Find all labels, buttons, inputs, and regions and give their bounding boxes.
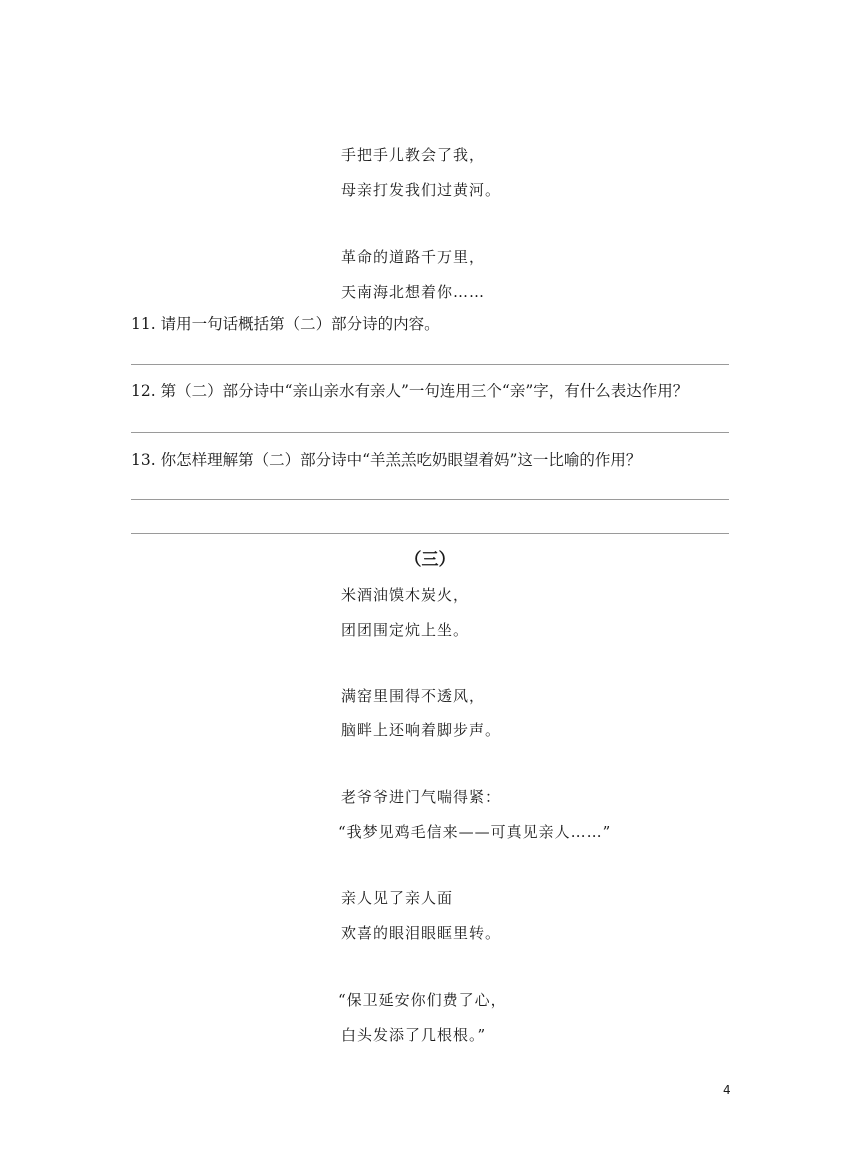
poem-line: 满窑里围得不透风， bbox=[341, 687, 486, 705]
poem-line: 米酒油馍木炭火， bbox=[341, 586, 470, 604]
poem-line: 老爷爷进门气喘得紧： bbox=[341, 788, 502, 806]
poem-line: 脑畔上还响着脚步声。 bbox=[341, 721, 502, 739]
question-13: 13. 你怎样理解第（二）部分诗中“羊羔羔吃奶眼望着妈”这一比喻的作用？ bbox=[131, 451, 642, 469]
poem-line: 手把手儿教会了我， bbox=[341, 146, 486, 164]
poem-line: “保卫延安你们费了心， bbox=[338, 991, 507, 1009]
poem-line: 欢喜的眼泪眼眶里转。 bbox=[341, 924, 502, 942]
answer-line[interactable] bbox=[131, 499, 729, 500]
poem-line: 天南海北想着你…… bbox=[341, 283, 486, 301]
question-12: 12. 第（二）部分诗中“亲山亲水有亲人”一句连用三个“亲”字，有什么表达作用？ bbox=[131, 382, 689, 400]
answer-line[interactable] bbox=[131, 432, 729, 433]
poem-line: 革命的道路千万里， bbox=[341, 248, 486, 266]
poem-line: 母亲打发我们过黄河。 bbox=[341, 181, 502, 199]
poem-line: 亲人见了亲人面 bbox=[341, 889, 454, 907]
section-heading: （三） bbox=[404, 550, 456, 570]
poem-line: 白头发添了几根根。” bbox=[341, 1026, 487, 1044]
page-number: 4 bbox=[723, 1083, 731, 1097]
answer-line[interactable] bbox=[131, 364, 729, 365]
question-11: 11. 请用一句话概括第（二）部分诗的内容。 bbox=[131, 315, 440, 333]
poem-line: “我梦见鸡毛信来——可真见亲人……” bbox=[338, 823, 612, 841]
answer-line[interactable] bbox=[131, 533, 729, 534]
poem-line: 团团围定炕上坐。 bbox=[341, 621, 470, 639]
